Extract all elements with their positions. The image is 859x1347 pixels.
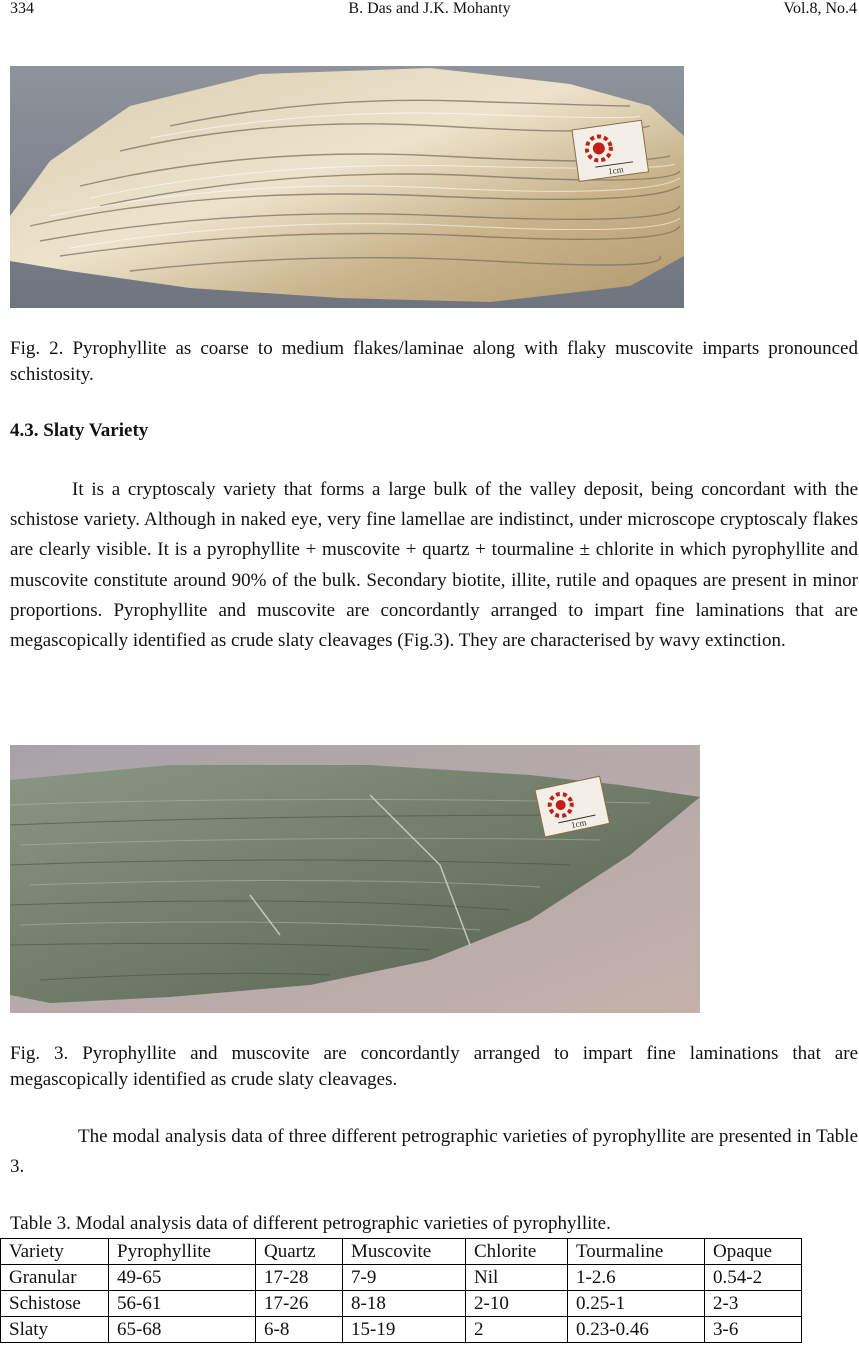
table-cell: 2-10 [466, 1291, 568, 1317]
modal-analysis-table [0, 1238, 802, 1343]
page-number: 334 [10, 0, 34, 17]
col-header: Variety [1, 1239, 109, 1265]
section-paragraph: It is a cryptoscaly variety that forms a large bulk of the valley deposit, being concordant with the schistose variety. Although in naked eye, very fine lamellae are indistinct, under microscope cryptoscaly flakes are clearly visible. It is a pyrophyllite + muscovite + quartz + tourmaline ± chlorite in which pyrophyllite and muscovite constitute around 90% of the bulk. Secondary biotite, illite, rutile and opaques are present in minor proportions. Pyrophyllite and muscovite are concordantly arranged to impart fine laminations that are megascopically identified as crude slaty cleavages (Fig.3). They are characterised by wavy extinction. [10, 479, 858, 652]
table-cell: 8-18 [343, 1291, 466, 1317]
table-cell: 0.23-0.46 [568, 1317, 705, 1343]
figure-3-caption: Fig. 3. Pyrophyllite and muscovite are concordantly arranged to impart fine laminations that are megascopically identified as crude slaty cleavages. [10, 1043, 858, 1090]
table-cell: 49-65 [109, 1265, 256, 1291]
col-header: Chlorite [466, 1239, 568, 1265]
table-cell: 1-2.6 [568, 1265, 705, 1291]
col-header: Quartz [256, 1239, 343, 1265]
table-cell: 6-8 [256, 1317, 343, 1343]
svg-text:1cm: 1cm [570, 817, 588, 831]
figure-2-caption: Fig. 2. Pyrophyllite as coarse to medium flakes/laminae along with flaky muscovite imparts pronounced schistosity. [10, 338, 858, 385]
col-header: Pyrophyllite [109, 1239, 256, 1265]
col-header: Tourmaline [568, 1239, 705, 1265]
table-cell: 7-9 [343, 1265, 466, 1291]
running-header [0, 0, 859, 24]
table-caption: Table 3. Modal analysis data of different petrographic varieties of pyrophyllite. [10, 1213, 611, 1234]
svg-text:1cm: 1cm [607, 164, 625, 177]
table-cell: 17-26 [256, 1291, 343, 1317]
table-cell: 0.54-2 [705, 1265, 802, 1291]
table-cell: 0.25-1 [568, 1291, 705, 1317]
figure-3-photo [10, 745, 700, 1013]
intro-paragraph: The modal analysis data of three different petrographic varieties of pyrophyllite are presented in Table 3. [10, 1126, 858, 1178]
col-header: Muscovite [343, 1239, 466, 1265]
table-cell: 3-6 [705, 1317, 802, 1343]
table-cell: Schistose [1, 1291, 109, 1317]
col-header: Opaque [705, 1239, 802, 1265]
table-cell: Nil [466, 1265, 568, 1291]
scale-card [572, 120, 649, 181]
table-cell: 17-28 [256, 1265, 343, 1291]
table-cell: 2-3 [705, 1291, 802, 1317]
table-cell: Slaty [1, 1317, 109, 1343]
table-cell: 15-19 [343, 1317, 466, 1343]
table-row [1, 1265, 802, 1291]
figure-2-photo [10, 66, 684, 308]
table-cell: 56-61 [109, 1291, 256, 1317]
table-cell: 2 [466, 1317, 568, 1343]
authors: B. Das and J.K. Mohanty [348, 0, 511, 17]
table-cell: Granular [1, 1265, 109, 1291]
table-header-row [1, 1239, 802, 1265]
volume-info: Vol.8, No.4 [783, 0, 857, 17]
table-row [1, 1291, 802, 1317]
table-row [1, 1317, 802, 1343]
section-heading: 4.3. Slaty Variety [10, 420, 149, 441]
table-cell: 65-68 [109, 1317, 256, 1343]
